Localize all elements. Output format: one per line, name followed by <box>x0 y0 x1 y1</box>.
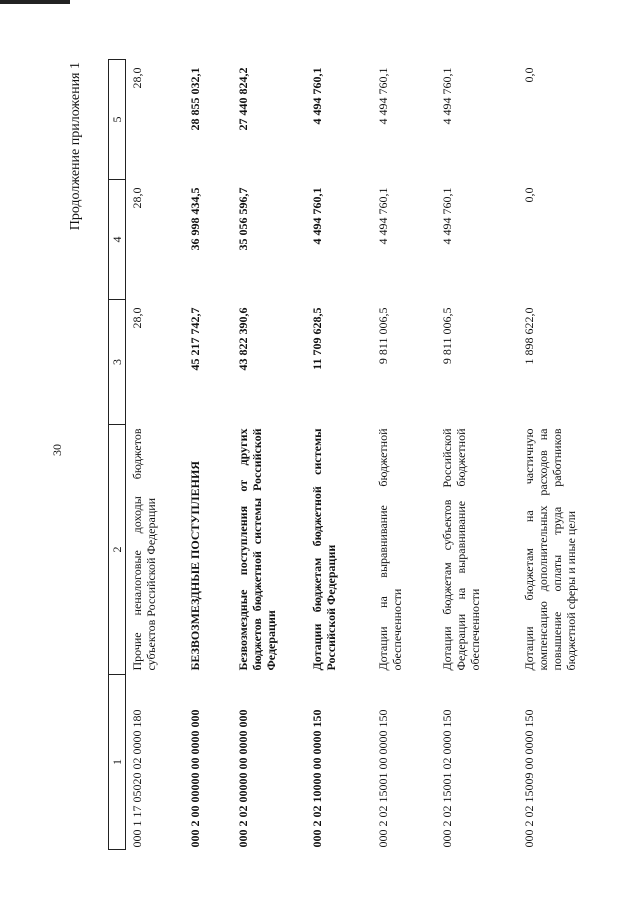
col-header-1: 1 <box>109 675 126 850</box>
row-value-col3: 9 811 006,5 <box>440 307 454 365</box>
table-row <box>518 60 612 850</box>
row-code: 000 2 02 00000 00 0000 000 <box>236 709 250 848</box>
page-number: 30 <box>50 444 64 456</box>
row-code: 000 1 17 05020 02 0000 180 <box>130 709 144 848</box>
row-value-col5: 0,0 <box>522 67 536 83</box>
row-value-col3: 43 822 390,6 <box>236 307 250 371</box>
row-code: 000 2 02 15001 00 0000 150 <box>376 709 390 848</box>
col-header-2: 2 <box>109 425 126 675</box>
table-row <box>184 60 232 850</box>
col-header-3: 3 <box>109 300 126 425</box>
top-edge-line <box>0 0 70 4</box>
row-value-col4: 36 998 434,5 <box>188 187 202 251</box>
row-code: 000 2 02 15001 02 0000 150 <box>440 709 454 848</box>
row-code: 000 2 00 00000 00 0000 000 <box>188 709 202 848</box>
header-row <box>109 60 126 850</box>
col-header-4: 4 <box>109 180 126 300</box>
row-value-col3: 9 811 006,5 <box>376 307 390 365</box>
row-value-col3: 1 898 622,0 <box>522 307 536 365</box>
row-value-col3: 28,0 <box>130 307 144 329</box>
row-name: Прочие неналоговые доходы бюджетов субъектов Российской Федерации <box>130 428 158 671</box>
row-name: Дотации бюджетам бюджетной системы Российской Федерации <box>310 428 338 671</box>
table-row <box>126 60 185 850</box>
row-value-col4: 28,0 <box>130 187 144 209</box>
table-row <box>232 60 306 850</box>
row-value-col5: 27 440 824,2 <box>236 67 250 131</box>
table-row <box>436 60 518 850</box>
row-value-col4: 0,0 <box>522 187 536 203</box>
row-value-col4: 35 056 596,7 <box>236 187 250 251</box>
table-row <box>372 60 436 850</box>
row-value-col5: 4 494 760,1 <box>376 67 390 125</box>
row-value-col5: 4 494 760,1 <box>310 67 324 125</box>
row-name: БЕЗВОЗМЕЗДНЫЕ ПОСТУПЛЕНИЯ <box>188 461 202 671</box>
row-name: Безвозмездные поступления от других бюджетов бюджетной системы Российской Федерации <box>236 428 278 671</box>
row-value-col4: 4 494 760,1 <box>376 187 390 245</box>
row-name: Дотации на выравнивание бюджетной обеспеченности <box>376 428 404 671</box>
rotated-page <box>50 50 590 850</box>
row-code: 000 2 02 15009 00 0000 150 <box>522 709 536 848</box>
table-row <box>306 60 372 850</box>
row-name: Дотации бюджетам субъектов Российской Федерации на выравнивание бюджетной обеспеченности <box>440 428 482 671</box>
row-value-col4: 4 494 760,1 <box>440 187 454 245</box>
row-value-col5: 4 494 760,1 <box>440 67 454 125</box>
row-value-col3: 11 709 628,5 <box>310 307 324 370</box>
row-value-col5: 28 855 032,1 <box>188 67 202 131</box>
col-header-5: 5 <box>109 60 126 180</box>
row-code: 000 2 02 10000 00 0000 150 <box>310 709 324 848</box>
continuation-note: Продолжение приложения 1 <box>68 62 83 231</box>
row-value-col5: 28,0 <box>130 67 144 89</box>
row-name: Дотации бюджетам на частичную компенсацию дополнительных расходов на повышение оплаты труда работников бюджетной сферы и иные цели <box>522 428 578 671</box>
row-value-col3: 45 217 742,7 <box>188 307 202 371</box>
revenue-table <box>108 59 612 850</box>
row-value-col4: 4 494 760,1 <box>310 187 324 245</box>
